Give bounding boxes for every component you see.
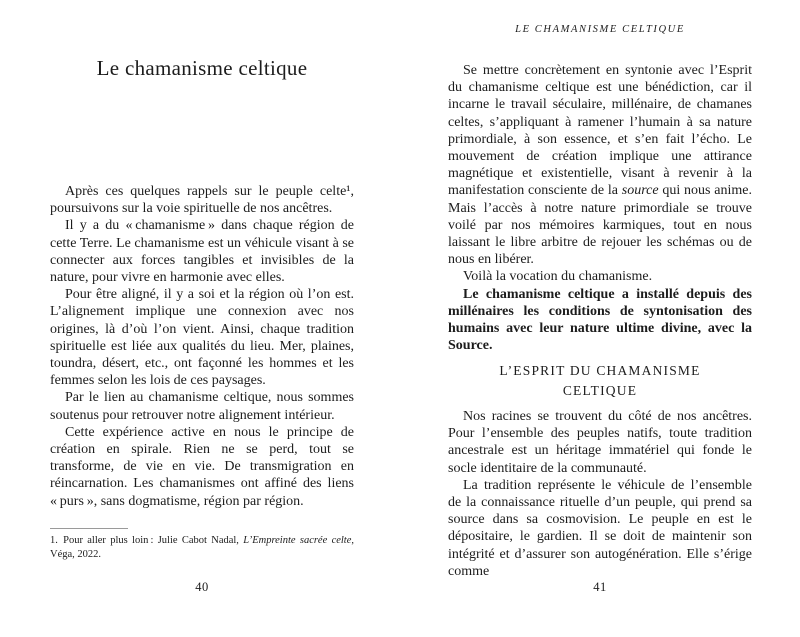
right-page-body-bottom bbox=[448, 408, 752, 580]
paragraph: Par le lien au chamanisme celtique, nous sommes soutenus pour retrouver notre alignement intérieur. bbox=[50, 390, 354, 423]
page-number-right: 41 bbox=[593, 580, 607, 594]
paragraph: Il y a du « chamanisme » dans chaque région de cette Terre. Le chamanisme est un véhicule visant à se connecter aux forces tangibles et invisibles de la nature, pour vivre en harmonie avec elles. bbox=[50, 218, 354, 286]
left-page-body bbox=[50, 183, 354, 510]
section-heading bbox=[448, 361, 752, 401]
right-page-body-top bbox=[448, 62, 752, 354]
paragraph: Après ces quelques rappels sur le peuple celte¹, poursuivons sur la voie spirituelle de nos ancêtres. bbox=[50, 184, 354, 217]
section-heading-text: L’ESPRIT DU CHAMANISME CELTIQUE bbox=[499, 363, 701, 398]
page-number-left: 40 bbox=[195, 580, 209, 594]
paragraph: Nos racines se trouvent du côté de nos ancêtres. Pour l’ensemble des peuples natifs, toute tradition ancestrale est un héritage immatériel qui fonde le socle identitaire de la communauté. bbox=[448, 409, 752, 476]
page-left bbox=[50, 0, 354, 637]
paragraph: Pour être aligné, il y a soi et la région où l’on est. L’alignement implique une connexion avec nos origines, là d’où l’on vient. Ainsi, chaque tradition spirituelle est liée aux qualités du lieu. Mer, plaines, toundra, désert, etc., ont façonné les hommes et les femmes selon les lois de ces paysages. bbox=[50, 287, 354, 389]
paragraph: Se mettre concrètement en syntonie avec l’Esprit du chamanisme celtique est une bénédiction, car il incarne le travail séculaire, millénaire, de chamanes celtes, s’appliquant à ramener l’humain à sa nature primordiale, à son essence, et s’en fait l’écho. Le mouvement de création implique une attirance magnétique et existentielle, visant à revenir à la manifestation consciente de la source qui nous anime. Mais l’accès à notre nature primordiale se trouve voilé par nos mémoires karmiques, tout en nous laissant le libre arbitre de rejouer les schémas ou de nous en libérer. bbox=[448, 63, 752, 268]
page-right bbox=[448, 0, 752, 637]
chapter-title: Le chamanisme celtique bbox=[96, 56, 308, 80]
footnote-rule bbox=[50, 528, 128, 529]
footnote bbox=[50, 528, 354, 561]
paragraph-bold: Le chamanisme celtique a installé depuis des millénaires les conditions de syntonisation des humains avec leur nature ultime divine, avec la Source. bbox=[448, 286, 752, 354]
running-header: LE CHAMANISME CELTIQUE bbox=[515, 24, 685, 35]
paragraph: Cette expérience active en nous le principe de création en spirale. Rien ne se perd, tout se transforme, de vie en vie. De transmigration en réincarnation. Les chamanismes ont affiné des liens « purs », sans dogmatisme, région par région. bbox=[50, 424, 354, 509]
paragraph: La tradition représente le véhicule de l’ensemble de la connaissance rituelle d’un peuple, qui prend sa source dans sa cosmovision. Le peuple en est le dépositaire, le gardien. Il se doit de maintenir son intégrité et d’assurer son autogénération. Elle s’érige comme bbox=[448, 477, 752, 579]
paragraph: Voilà la vocation du chamanisme. bbox=[463, 269, 653, 285]
footnote-text: 1. Pour aller plus loin : Julie Cabot Nadal, L’Empreinte sacrée celte, Véga, 2022. bbox=[50, 535, 355, 560]
